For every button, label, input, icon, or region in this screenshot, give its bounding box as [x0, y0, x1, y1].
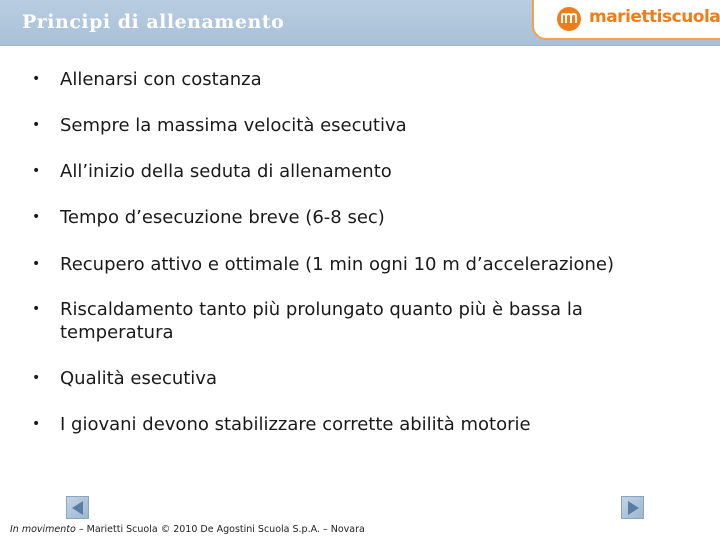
bullet-marker: •	[32, 256, 41, 272]
bullet-item	[32, 68, 702, 91]
bullet-item	[32, 253, 702, 276]
prev-slide-button[interactable]	[66, 496, 89, 519]
footer-credit	[10, 524, 365, 535]
bullet-text: Recupero attivo e ottimale (1 min ogni 10 m d’accelerazione)	[60, 254, 614, 275]
bullet-marker: •	[32, 370, 41, 386]
bullet-text: Qualità esecutiva	[60, 368, 217, 389]
bullet-text: Allenarsi con costanza	[60, 69, 262, 90]
bullet-text: Riscaldamento tanto più prolungato quanto più è bassa la temperatura	[60, 299, 583, 343]
bullet-marker: •	[32, 163, 41, 179]
next-slide-button[interactable]	[621, 496, 644, 519]
bullet-text: Sempre la massima velocità esecutiva	[60, 115, 407, 136]
footer-book-title: In movimento	[10, 524, 76, 535]
bullet-item	[32, 206, 702, 229]
header-bar	[0, 0, 720, 46]
slide-title: Principi di allenamento	[22, 11, 285, 33]
triangle-left-icon	[70, 500, 86, 516]
bullet-item	[32, 298, 702, 344]
bullet-item	[32, 367, 702, 390]
bullet-marker: •	[32, 301, 41, 317]
bullet-marker: •	[32, 416, 41, 432]
marietti-logo-icon	[556, 6, 582, 32]
bullet-marker: •	[32, 71, 41, 87]
bullet-item	[32, 114, 702, 137]
brand-name: mariettiscuola	[589, 7, 720, 27]
bullet-marker: •	[32, 209, 41, 225]
bullet-marker: •	[32, 117, 41, 133]
footer-copyright: – Marietti Scuola © 2010 De Agostini Scuola S.p.A. – Novara	[75, 524, 365, 535]
triangle-right-icon	[625, 500, 641, 516]
bullet-item	[32, 160, 702, 183]
publisher-logo	[532, 0, 720, 40]
bullet-text: All’inizio della seduta di allenamento	[60, 161, 392, 182]
bullet-item	[32, 413, 702, 436]
bullet-list	[32, 68, 702, 436]
bullet-text: Tempo d’esecuzione breve (6-8 sec)	[60, 207, 385, 228]
bullet-text: I giovani devono stabilizzare corrette abilità motorie	[60, 414, 531, 435]
